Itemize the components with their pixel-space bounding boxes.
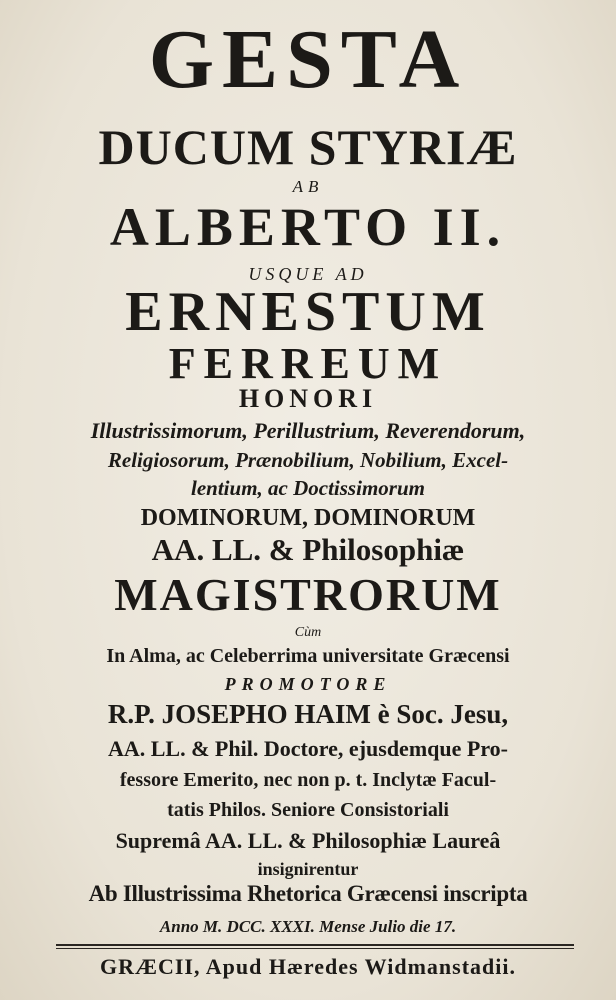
title-ab: AB [292, 177, 324, 196]
dominorum-line: DOMINORUM, DOMINORUM [140, 505, 476, 531]
title-usque-ad: USQUE AD [248, 264, 368, 284]
dedication-line-3: lentium, ac Doctissimorum [191, 476, 425, 500]
top-rule-inner [56, 948, 574, 949]
consistoriali-line: tatis Philos. Seniore Consistoriali [167, 799, 449, 821]
date-line: Anno M. DCC. XXXI. Mense Julio die 17. [159, 917, 457, 936]
top-rule [56, 944, 574, 946]
promotore-line: PROMOTORE [224, 674, 392, 694]
title-ernestum: ERNESTUM [125, 281, 491, 343]
haim-line: R.P. JOSEPHO HAIM è Soc. Jesu, [107, 699, 509, 729]
emerito-line: fessore Emerito, nec non p. t. Inclytæ Facul- [119, 769, 497, 791]
insignirentur-line: insignirentur [257, 859, 359, 879]
title-honori: HONORI [238, 384, 378, 413]
dedication-line-1: Illustrissimorum, Perillustrium, Reverendorum, [90, 418, 526, 443]
cum-line: Cùm [294, 625, 322, 640]
laurea-line: Supremâ AA. LL. & Philosophiæ Laureâ [115, 828, 501, 853]
rhetorica-line: Ab Illustrissima Rhetorica Græcensi inscripta [88, 881, 528, 906]
alma-line: In Alma, ac Celeberrima universitate Græcensi [106, 645, 510, 667]
title-ducum-styriae: DUCUM STYRIÆ [98, 119, 518, 175]
imprint-line: GRÆCII, Apud Hæredes Widmanstadii. [99, 954, 517, 979]
title-magistrorum: MAGISTRORUM [114, 569, 502, 620]
dedication-line-2: Religiosorum, Prænobilium, Nobilium, Excel- [107, 448, 509, 472]
doctore-line: AA. LL. & Phil. Doctore, ejusdemque Pro- [107, 736, 509, 761]
title-ferreum: FERREUM [168, 339, 448, 388]
title-alberto: ALBERTO II. [109, 197, 507, 257]
title-gesta: GESTA [148, 13, 468, 106]
philosophiae-line: AA. LL. & Philosophiæ [151, 532, 465, 567]
